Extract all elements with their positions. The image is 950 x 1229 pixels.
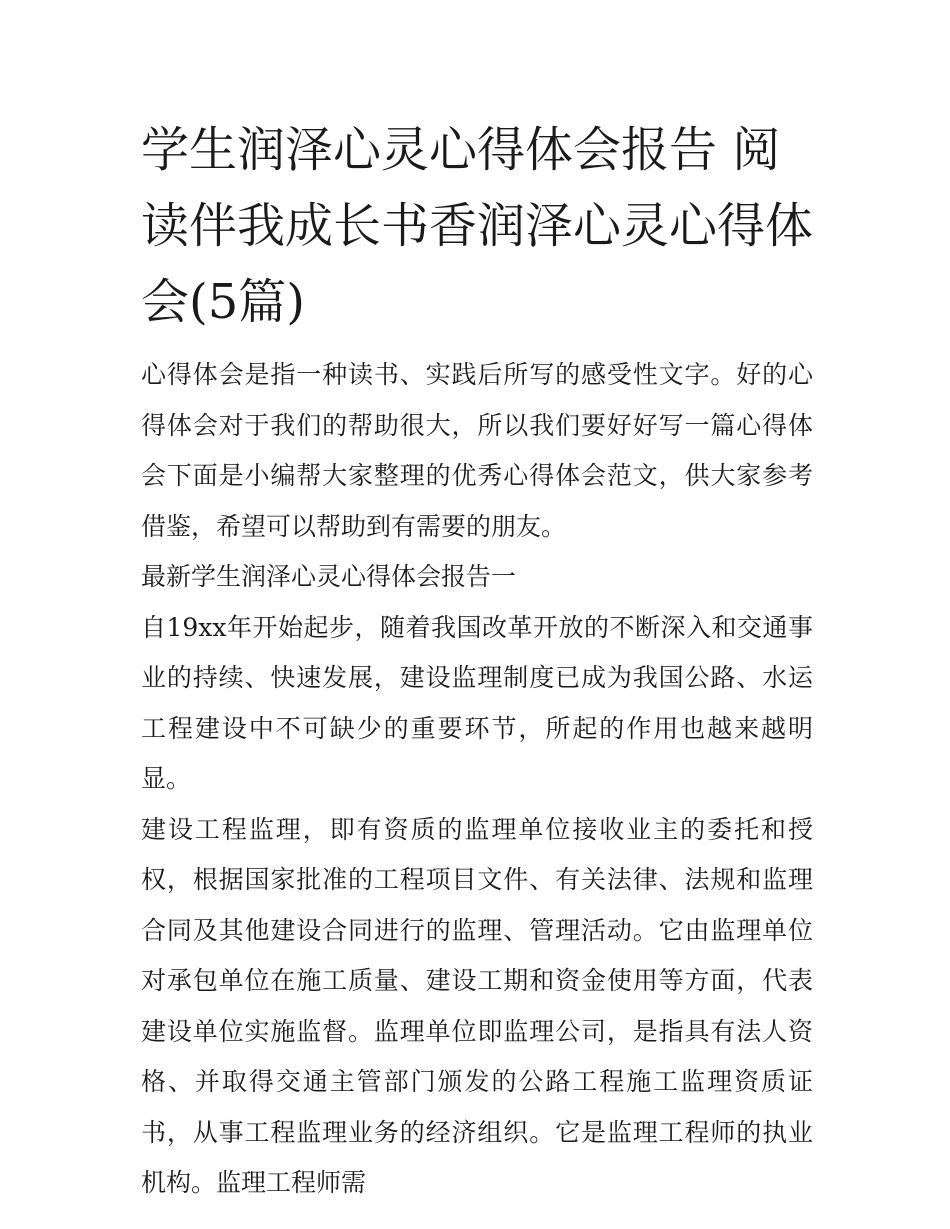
body-paragraph: 自19xx年开始起步，随着我国改革开放的不断深入和交通事业的持续、快速发展，建设监理制度已成为我国公路、水运工程建设中不可缺少的重要环节，所起的作用也越来越明显。: [141, 612, 813, 793]
intro-paragraph: 心得体会是指一种读书、实践后所写的感受性文字。好的心得体会对于我们的帮助很大，所以我们要好好写一篇心得体会下面是小编帮大家整理的优秀心得体会范文，供大家参考借鉴，希望可以帮助到有需要的朋友。: [141, 360, 813, 541]
document-title: 学生润泽心灵心得体会报告 阅读伴我成长书香润泽心灵心得体会(5篇): [141, 122, 814, 330]
section-heading: 最新学生润泽心灵心得体会报告一: [141, 562, 517, 591]
document-body: [141, 112, 813, 1209]
body-paragraph: 建设工程监理，即有资质的监理单位接收业主的委托和授权，根据国家批准的工程项目文件、有关法律、法规和监理合同及其他建设合同进行的监理、管理活动。它由监理单位对承包单位在施工质量、建设工期和资金使用等方面，代表建设单位实施监督。监理单位即监理公司，是指具有法人资格、并取得交通主管部门颁发的公路工程施工监理资质证书，从事工程监理业务的经济组织。它是监理工程师的执业机构。监理工程师需: [141, 814, 813, 1197]
